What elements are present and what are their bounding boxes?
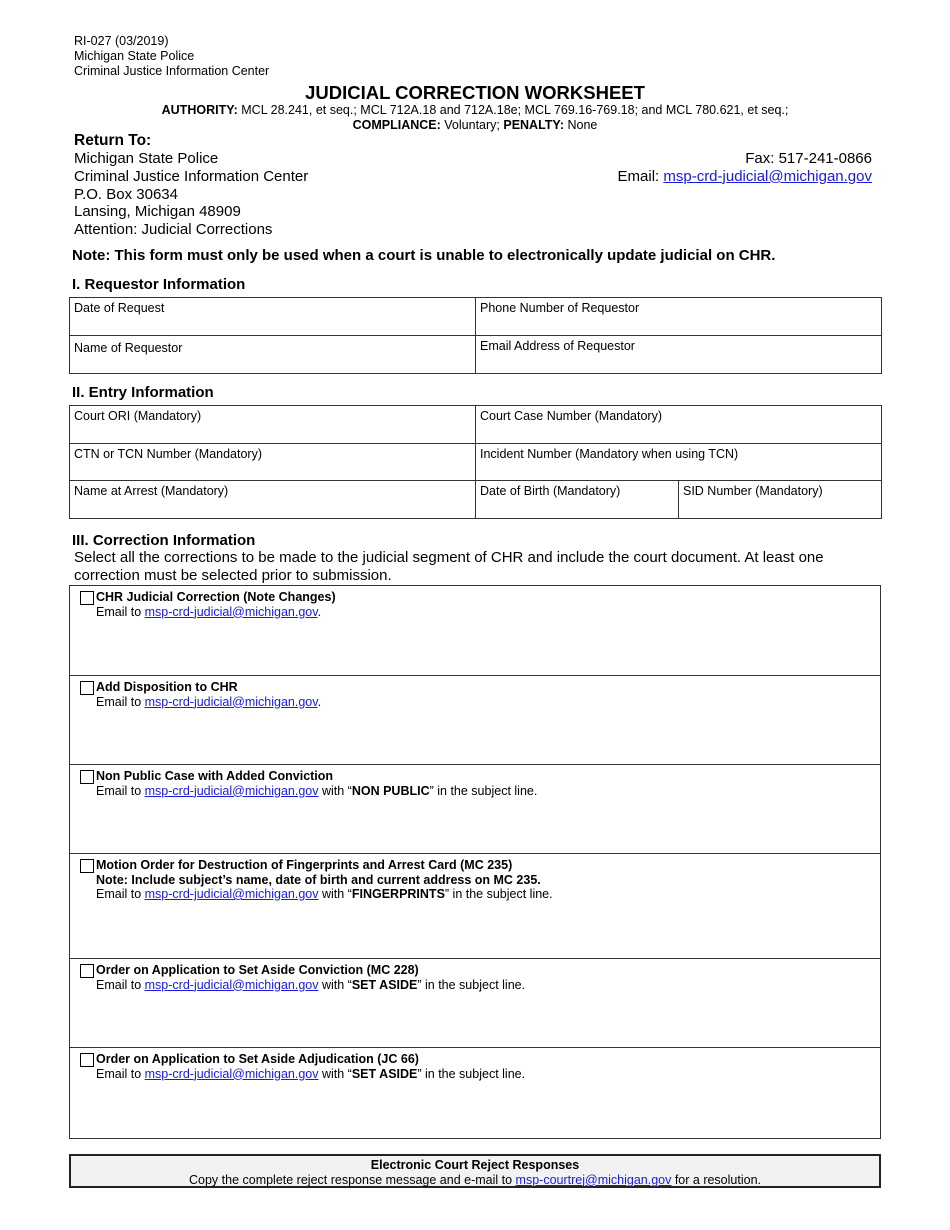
email-with: with “ bbox=[318, 783, 352, 798]
correction-text bbox=[96, 963, 525, 992]
reject-text-after: for a resolution. bbox=[671, 1172, 761, 1187]
subject-keyword: SET ASIDE bbox=[351, 1066, 418, 1081]
email-label: Email: bbox=[617, 167, 664, 185]
email-with: with “ bbox=[318, 887, 352, 901]
email-prefix: Email to bbox=[96, 1066, 145, 1081]
email-suffix: . bbox=[317, 694, 322, 709]
name-at-arrest-field[interactable] bbox=[70, 481, 476, 519]
reject-responses-text bbox=[71, 1173, 879, 1188]
address-line: Criminal Justice Information Center bbox=[74, 167, 309, 185]
correction-title: Add Disposition to CHR bbox=[96, 680, 238, 694]
correction-email-link[interactable]: msp-crd-judicial@michigan.gov bbox=[144, 1066, 319, 1081]
correction-option bbox=[70, 586, 880, 676]
court-ori-field[interactable] bbox=[70, 406, 476, 444]
correction-email-line bbox=[96, 605, 336, 620]
email-prefix: Email to bbox=[96, 887, 145, 901]
field-label: Email Address of Requestor bbox=[480, 339, 635, 353]
correction-email-line bbox=[96, 784, 537, 799]
email-with: with “ bbox=[318, 977, 352, 992]
chr-judicial-correction-checkbox[interactable] bbox=[80, 591, 94, 605]
field-label: Court Case Number (Mandatory) bbox=[480, 409, 663, 423]
subject-keyword: NON PUBLIC bbox=[351, 783, 430, 798]
correction-option bbox=[70, 765, 880, 854]
correction-email-link[interactable]: msp-crd-judicial@michigan.gov bbox=[144, 887, 319, 901]
compliance-label: COMPLIANCE: bbox=[352, 118, 441, 132]
correction-instructions: Select all the corrections to be made to the judicial segment of CHR and include the court document. At least one correction must be selected prior to submission. bbox=[74, 549, 824, 584]
field-label: Incident Number (Mandatory when using TCN) bbox=[480, 447, 739, 461]
correction-email-link[interactable]: msp-crd-judicial@michigan.gov bbox=[144, 694, 318, 709]
return-to-label: Return To: bbox=[74, 132, 152, 149]
correction-email-line bbox=[96, 1067, 525, 1082]
address-line: Michigan State Police bbox=[74, 150, 219, 167]
correction-option bbox=[70, 676, 880, 765]
entry-info-table bbox=[69, 405, 882, 519]
correction-option bbox=[70, 1048, 880, 1138]
usage-note: Note: This form must only be used when a court is unable to electronically update judicial on CHR. bbox=[72, 247, 776, 264]
authority-statement bbox=[0, 103, 950, 133]
section-entry-title: II. Entry Information bbox=[72, 384, 214, 401]
reject-responses-box bbox=[69, 1154, 881, 1188]
form-id: RI-027 (03/2019) bbox=[74, 34, 169, 48]
reject-text-before: Copy the complete reject response message and e-mail to bbox=[188, 1172, 516, 1187]
non-public-case-checkbox[interactable] bbox=[80, 770, 94, 784]
correction-title: Order on Application to Set Aside Conviction (MC 228) bbox=[96, 963, 419, 977]
email-suffix: ” in the subject line. bbox=[429, 783, 538, 798]
agency-name: Michigan State Police bbox=[74, 49, 195, 63]
correction-option bbox=[70, 854, 880, 959]
correction-title: Order on Application to Set Aside Adjudication (JC 66) bbox=[96, 1052, 419, 1066]
email-prefix: Email to bbox=[96, 783, 145, 798]
correction-text bbox=[96, 680, 321, 709]
contact-info bbox=[618, 150, 872, 186]
section-correction-title: III. Correction Information bbox=[72, 532, 256, 549]
field-label: Name at Arrest (Mandatory) bbox=[74, 484, 229, 498]
courtrej-email-link[interactable]: msp-courtrej@michigan.gov bbox=[515, 1172, 672, 1187]
correction-email-link[interactable]: msp-crd-judicial@michigan.gov bbox=[144, 604, 318, 619]
email-suffix: ” in the subject line. bbox=[444, 887, 553, 901]
field-label: SID Number (Mandatory) bbox=[683, 484, 823, 498]
correction-text bbox=[96, 769, 537, 798]
ctn-tcn-field[interactable] bbox=[70, 444, 476, 481]
correction-email-link[interactable]: msp-crd-judicial@michigan.gov bbox=[144, 977, 319, 992]
destruction-fingerprints-checkbox[interactable] bbox=[80, 859, 94, 873]
email-prefix: Email to bbox=[96, 694, 145, 709]
email-prefix: Email to bbox=[96, 977, 145, 992]
subject-keyword: FINGERPRINTS bbox=[351, 887, 445, 901]
penalty-text: None bbox=[564, 118, 598, 132]
field-label: Court ORI (Mandatory) bbox=[74, 409, 202, 423]
date-of-birth-field[interactable] bbox=[476, 481, 679, 519]
division-name: Criminal Justice Information Center bbox=[74, 64, 270, 78]
set-aside-conviction-checkbox[interactable] bbox=[80, 964, 94, 978]
add-disposition-checkbox[interactable] bbox=[80, 681, 94, 695]
phone-field[interactable] bbox=[476, 298, 882, 336]
correction-text bbox=[96, 590, 336, 619]
address-line: Lansing, Michigan 48909 bbox=[74, 203, 241, 221]
requestor-email-field[interactable] bbox=[476, 336, 882, 374]
correction-options bbox=[69, 585, 881, 1139]
email-suffix: ” in the subject line. bbox=[417, 1066, 526, 1081]
correction-note: Note: Include subject’s name, date of birth and current address on MC 235. bbox=[96, 872, 541, 887]
section-requestor-title: I. Requestor Information bbox=[72, 276, 246, 293]
set-aside-adjudication-checkbox[interactable] bbox=[80, 1053, 94, 1067]
field-label: CTN or TCN Number (Mandatory) bbox=[74, 447, 263, 461]
correction-email-line bbox=[96, 695, 321, 710]
sid-number-field[interactable] bbox=[679, 481, 882, 519]
correction-text bbox=[96, 1052, 525, 1081]
requestor-name-field[interactable] bbox=[70, 336, 476, 374]
field-label: Date of Birth (Mandatory) bbox=[480, 484, 621, 498]
correction-title: Motion Order for Destruction of Fingerprints and Arrest Card (MC 235) bbox=[96, 858, 513, 872]
address-line: Attention: Judicial Corrections bbox=[74, 221, 273, 239]
correction-email-line bbox=[96, 978, 525, 993]
return-address bbox=[74, 150, 308, 239]
fax-number: Fax: 517-241-0866 bbox=[745, 150, 872, 167]
correction-title: CHR Judicial Correction (Note Changes) bbox=[96, 590, 336, 604]
form-header-meta bbox=[74, 34, 269, 79]
reject-responses-title: Electronic Court Reject Responses bbox=[370, 1158, 580, 1172]
field-label: Date of Request bbox=[74, 301, 165, 315]
field-label: Phone Number of Requestor bbox=[480, 301, 640, 315]
correction-option bbox=[70, 959, 880, 1048]
correction-title: Non Public Case with Added Conviction bbox=[96, 769, 334, 783]
court-case-number-field[interactable] bbox=[476, 406, 882, 444]
correction-email-line bbox=[96, 887, 553, 902]
email-prefix: Email to bbox=[96, 604, 145, 619]
incident-number-field[interactable] bbox=[476, 444, 882, 481]
compliance-text: Voluntary; bbox=[440, 118, 504, 132]
field-label: Name of Requestor bbox=[74, 341, 183, 355]
date-of-request-field[interactable] bbox=[70, 298, 476, 336]
penalty-label: PENALTY: bbox=[503, 118, 565, 132]
authority-label: AUTHORITY: bbox=[161, 103, 238, 117]
requestor-info-table bbox=[69, 297, 882, 374]
email-with: with “ bbox=[318, 1066, 352, 1081]
email-suffix: ” in the subject line. bbox=[417, 977, 526, 992]
page-title: JUDICIAL CORRECTION WORKSHEET bbox=[305, 82, 645, 103]
correction-email-link[interactable]: msp-crd-judicial@michigan.gov bbox=[144, 783, 319, 798]
authority-text: MCL 28.241, et seq.; MCL 712A.18 and 712A.18e; MCL 769.16-769.18; and MCL 780.621, et seq.; bbox=[237, 103, 789, 117]
email-suffix: . bbox=[317, 604, 322, 619]
subject-keyword: SET ASIDE bbox=[351, 977, 418, 992]
correction-text bbox=[96, 858, 553, 902]
contact-email-link[interactable]: msp-crd-judicial@michigan.gov bbox=[663, 167, 872, 185]
address-line: P.O. Box 30634 bbox=[74, 185, 178, 203]
